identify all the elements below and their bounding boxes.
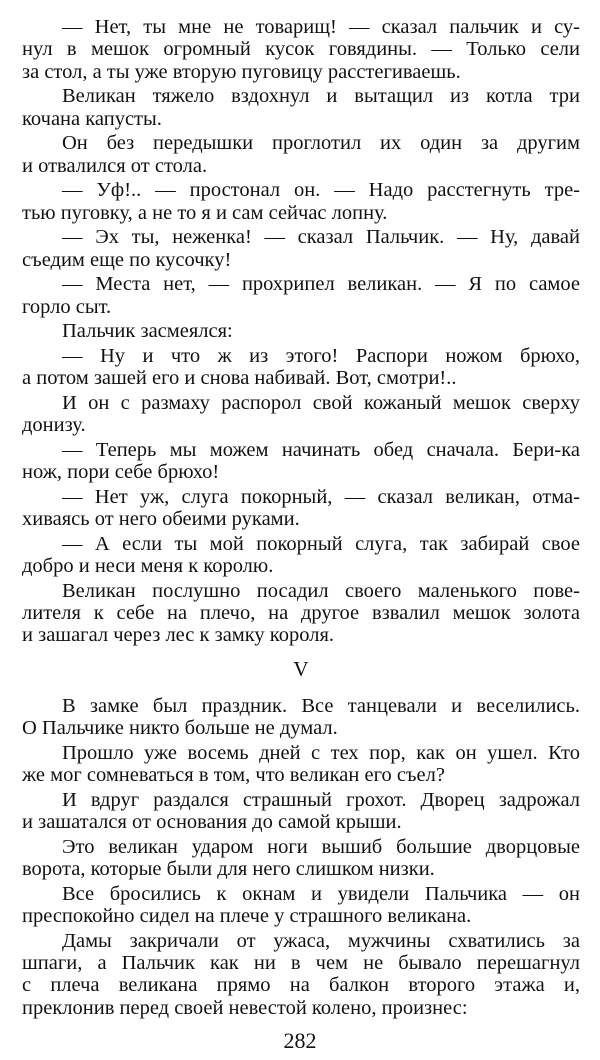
text-line: съедим еще по кусочку! (22, 248, 232, 271)
text-line: — Теперь мы можем начинать обед сначала. Бери-ка (62, 438, 580, 461)
text-line: кочана капусты. (22, 107, 162, 130)
text-line: — Места нет, — прохрипел великан. — Я по самое (62, 273, 580, 296)
paragraph (22, 85, 580, 130)
text-line: Он без передышки проглотил их один за другим (62, 132, 580, 155)
text-line: тью пуговку, а не то я и сам сейчас лопну. (22, 201, 388, 224)
text-line: Это великан ударом ноги вышиб большие дворцовые (62, 835, 580, 858)
text-line: Пальчик засмеялся: (62, 320, 233, 343)
text-line: — Нет, ты мне не товарищ! — сказал пальчик и су- (62, 16, 580, 38)
text-line: Все бросились к окнам и увидели Пальчика — он (62, 882, 580, 905)
paragraph (22, 179, 580, 224)
text-line: шпаги, а Пальчик как ни в чем не бывало перешагнул (22, 951, 580, 974)
text-line: — Нет уж, слуга покорный, — сказал великан, отма- (62, 485, 580, 508)
text-line: Дамы закричали от ужаса, мужчины схватились за (62, 929, 580, 952)
text-line: преспокойно сидел на плече у страшного великана. (22, 904, 472, 927)
paragraph (22, 439, 580, 484)
text-line: И он с размаху распорол свой кожаный мешок сверху (62, 391, 580, 414)
text-line: с плеча великана прямо на балкон второго этажа и, (22, 974, 580, 997)
paragraph (22, 695, 580, 740)
text-line: хиваясь от него обеими руками. (22, 508, 300, 531)
paragraph (22, 16, 580, 83)
text-line: ворота, которые были для него слишком низки. (22, 857, 435, 880)
text-line: за стол, а ты уже вторую пуговицу расстегиваешь. (22, 60, 461, 83)
paragraph (22, 789, 580, 834)
text-line: — Эх ты, неженка! — сказал Пальчик. — Ну, давай (62, 226, 580, 249)
text-line: О Пальчике никто больше не думал. (22, 717, 338, 739)
text-line: — А если ты мой покорный слуга, так забирай свое (62, 532, 580, 555)
text-line: И вдруг раздался страшный грохот. Дворец задрожал (62, 788, 580, 811)
page-number: 282 (283, 1028, 317, 1053)
section-heading: V (293, 656, 309, 681)
text-line: Прошло уже восемь дней с тех пор, как он ушел. Кто (62, 741, 580, 764)
text-line: лителя к себе на плечо, на другое взвалил мешок золота (22, 602, 580, 625)
text-line: и зашагал через лес к замку короля. (22, 624, 334, 647)
paragraph (22, 836, 580, 881)
text-line: — Уф!.. — простонал он. — Надо расстегнуть тре- (62, 179, 580, 202)
paragraph (22, 226, 580, 271)
text-line: и зашатался от основания до самой крыши. (22, 810, 402, 833)
text-line: В замке был праздник. Все танцевали и веселились. (62, 694, 580, 717)
paragraph (22, 883, 580, 928)
page-body (22, 16, 580, 1021)
text-line: преклонив перед своей невестой колено, произнес: (22, 996, 468, 1019)
text-block-part-2 (22, 695, 580, 1019)
text-line: горло сыт. (22, 295, 112, 318)
paragraph (22, 580, 580, 647)
text-line: Великан тяжело вздохнул и вытащил из котла три (62, 85, 580, 108)
text-line: — Ну и что ж из этого! Распори ножом брюхо, (62, 344, 580, 367)
text-block-part-1 (22, 16, 580, 647)
text-line: добро и неси меня к королю. (22, 555, 274, 578)
paragraph (22, 486, 580, 531)
paragraph (22, 345, 580, 390)
text-line: донизу. (22, 414, 86, 437)
paragraph (22, 742, 580, 787)
paragraph (22, 392, 580, 437)
paragraph (22, 533, 580, 578)
text-line: и отвалился от стола. (22, 154, 208, 177)
text-line: же мог сомневаться в том, что великан его съел? (22, 763, 445, 786)
text-line: Великан послушно посадил своего маленького пове- (62, 579, 580, 602)
paragraph (22, 930, 580, 1019)
text-line: нож, пори себе брюхо! (22, 461, 220, 484)
text-line: нул в мешок огромный кусок говядины. — Только сели (22, 38, 580, 61)
paragraph (22, 273, 580, 318)
paragraph (22, 320, 580, 342)
paragraph (22, 132, 580, 177)
text-line: а потом зашей его и снова набивай. Вот, смотри!.. (22, 367, 457, 390)
